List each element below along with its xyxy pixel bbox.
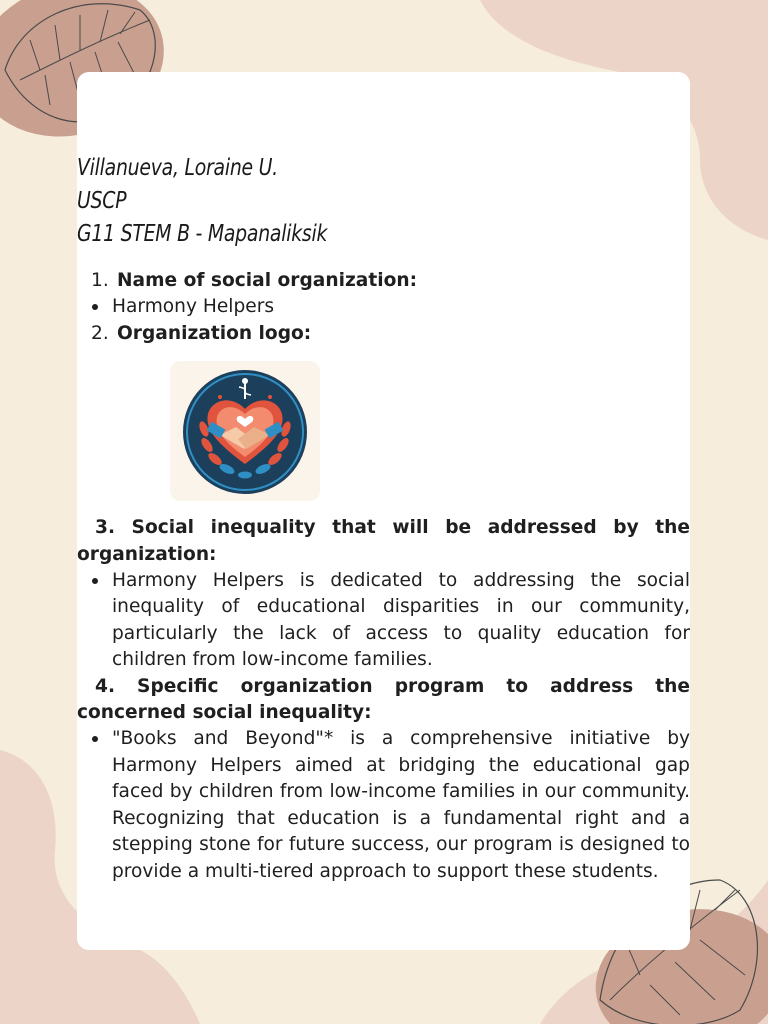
item-2 — [77, 321, 690, 347]
organization-logo — [170, 361, 320, 501]
item-3-answer: Harmony Helpers is dedicated to addressing the social inequality of educational disparities in our community, particularly the lack of access to quality education for children from low-income families. — [77, 568, 690, 674]
author-name: Villanueva, Loraine U. — [77, 155, 278, 181]
organization-logo-heart-handshake-icon — [182, 369, 308, 495]
document-content — [77, 268, 690, 885]
item-2-number: 2. — [91, 322, 109, 344]
author-header — [77, 152, 497, 251]
item-1-answer: Harmony Helpers — [77, 294, 690, 320]
item-4-heading: 4. Specific organization program to address the concerned social inequality: — [77, 675, 690, 724]
item-1-label: Name of social organization: — [117, 270, 418, 291]
item-2-label: Organization logo: — [117, 322, 312, 344]
item-1-number: 1. — [91, 270, 109, 291]
item-4-answer: "Books and Beyond"* is a comprehensive initiative by Harmony Helpers aimed at bridging the educational gap faced by children from low-income families in our community. Recognizing that education is a fundamental right and a stepping stone for future success, our program is designed to provide a multi-tiered approach to support these students. — [77, 726, 690, 884]
class-section: G11 STEM B - Mapanaliksik — [77, 221, 328, 247]
school-name: USCP — [77, 188, 127, 214]
item-3-heading: 3. Social inequality that will be addressed by the organization: — [77, 517, 690, 565]
item-1 — [77, 268, 690, 294]
